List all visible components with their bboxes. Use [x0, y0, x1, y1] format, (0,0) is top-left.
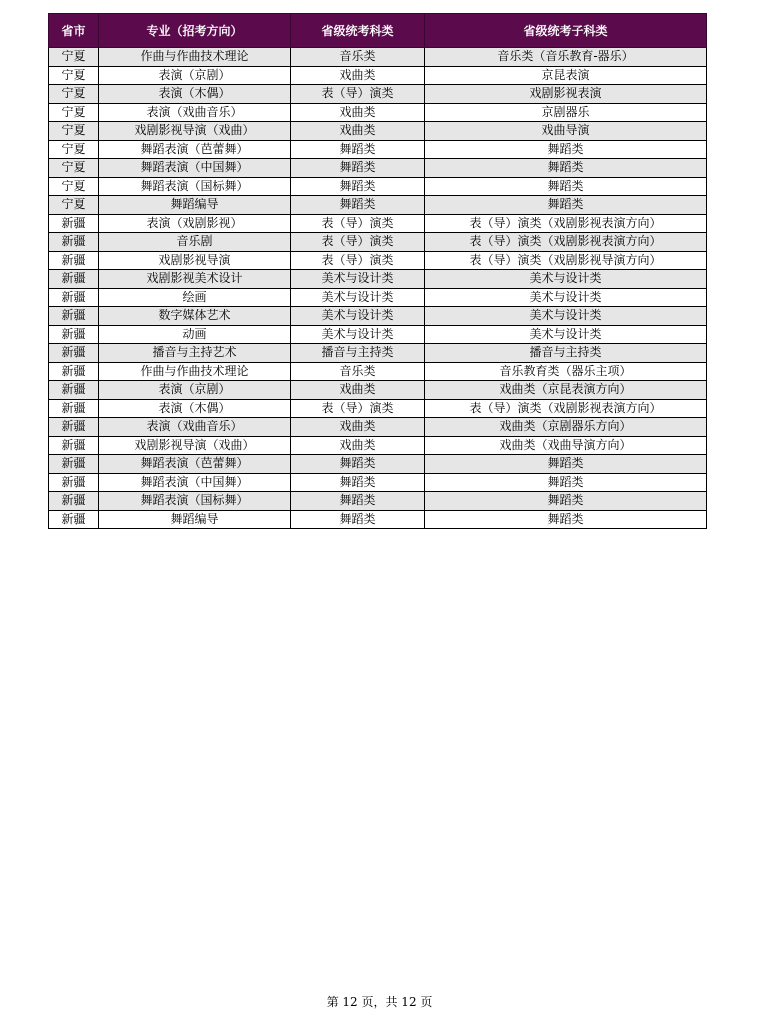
- cell-province: 新疆: [49, 473, 99, 492]
- header-major: 专业（招考方向）: [99, 14, 291, 48]
- table-row: [49, 344, 707, 363]
- table-row: [49, 122, 707, 141]
- table-row: [49, 381, 707, 400]
- cell-major: 表演（戏曲音乐）: [99, 418, 291, 437]
- cell-exam-category: 表（导）演类: [291, 214, 425, 233]
- table-row: [49, 492, 707, 511]
- table-row: [49, 66, 707, 85]
- table-body: [49, 48, 707, 529]
- header-province: 省市: [49, 14, 99, 48]
- table-row: [49, 362, 707, 381]
- cell-major: 表演（木偶）: [99, 85, 291, 104]
- cell-province: 新疆: [49, 251, 99, 270]
- cell-exam-subcategory: 播音与主持类: [425, 344, 707, 363]
- table-row: [49, 325, 707, 344]
- header-exam-category: 省级统考科类: [291, 14, 425, 48]
- admissions-table: [48, 13, 707, 529]
- cell-exam-subcategory: 美术与设计类: [425, 325, 707, 344]
- header-row: [49, 14, 707, 48]
- cell-major: 音乐剧: [99, 233, 291, 252]
- table-row: [49, 103, 707, 122]
- cell-major: 舞蹈表演（国标舞）: [99, 177, 291, 196]
- cell-exam-subcategory: 舞蹈类: [425, 492, 707, 511]
- table-row: [49, 159, 707, 178]
- cell-exam-category: 美术与设计类: [291, 307, 425, 326]
- cell-province: 新疆: [49, 214, 99, 233]
- cell-province: 宁夏: [49, 103, 99, 122]
- cell-province: 新疆: [49, 510, 99, 529]
- cell-major: 作曲与作曲技术理论: [99, 48, 291, 67]
- cell-exam-category: 舞蹈类: [291, 473, 425, 492]
- cell-province: 新疆: [49, 492, 99, 511]
- cell-province: 宁夏: [49, 159, 99, 178]
- table-row: [49, 140, 707, 159]
- table-row: [49, 473, 707, 492]
- cell-exam-category: 舞蹈类: [291, 492, 425, 511]
- table-row: [49, 455, 707, 474]
- cell-exam-category: 戏曲类: [291, 381, 425, 400]
- cell-major: 戏剧影视导演（戏曲）: [99, 436, 291, 455]
- table-row: [49, 270, 707, 289]
- cell-major: 表演（戏曲音乐）: [99, 103, 291, 122]
- table-row: [49, 307, 707, 326]
- cell-province: 宁夏: [49, 177, 99, 196]
- table-row: [49, 214, 707, 233]
- cell-major: 绘画: [99, 288, 291, 307]
- cell-exam-category: 舞蹈类: [291, 196, 425, 215]
- cell-province: 宁夏: [49, 122, 99, 141]
- cell-major: 舞蹈表演（芭蕾舞）: [99, 455, 291, 474]
- cell-major: 舞蹈表演（国标舞）: [99, 492, 291, 511]
- cell-exam-category: 戏曲类: [291, 103, 425, 122]
- cell-exam-category: 戏曲类: [291, 418, 425, 437]
- cell-province: 宁夏: [49, 66, 99, 85]
- cell-exam-subcategory: 戏剧影视表演: [425, 85, 707, 104]
- cell-province: 新疆: [49, 381, 99, 400]
- cell-exam-category: 表（导）演类: [291, 233, 425, 252]
- header-exam-subcategory: 省级统考子科类: [425, 14, 707, 48]
- cell-exam-category: 音乐类: [291, 362, 425, 381]
- cell-province: 新疆: [49, 362, 99, 381]
- table-row: [49, 196, 707, 215]
- cell-exam-category: 舞蹈类: [291, 510, 425, 529]
- table-row: [49, 288, 707, 307]
- cell-exam-subcategory: 舞蹈类: [425, 196, 707, 215]
- cell-major: 动画: [99, 325, 291, 344]
- cell-exam-category: 舞蹈类: [291, 455, 425, 474]
- cell-province: 新疆: [49, 418, 99, 437]
- cell-exam-subcategory: 京剧器乐: [425, 103, 707, 122]
- cell-major: 戏剧影视导演: [99, 251, 291, 270]
- cell-exam-category: 戏曲类: [291, 436, 425, 455]
- cell-exam-category: 播音与主持类: [291, 344, 425, 363]
- cell-exam-subcategory: 音乐类（音乐教育-器乐）: [425, 48, 707, 67]
- cell-province: 新疆: [49, 233, 99, 252]
- cell-exam-subcategory: 舞蹈类: [425, 159, 707, 178]
- cell-exam-subcategory: 舞蹈类: [425, 455, 707, 474]
- cell-province: 新疆: [49, 288, 99, 307]
- cell-exam-subcategory: 美术与设计类: [425, 288, 707, 307]
- table-row: [49, 436, 707, 455]
- table-row: [49, 85, 707, 104]
- cell-exam-subcategory: 美术与设计类: [425, 307, 707, 326]
- cell-major: 表演（京剧）: [99, 66, 291, 85]
- cell-exam-category: 舞蹈类: [291, 177, 425, 196]
- cell-exam-subcategory: 表（导）演类（戏剧影视表演方向）: [425, 233, 707, 252]
- cell-major: 舞蹈表演（芭蕾舞）: [99, 140, 291, 159]
- cell-province: 新疆: [49, 455, 99, 474]
- cell-major: 表演（木偶）: [99, 399, 291, 418]
- cell-exam-category: 美术与设计类: [291, 270, 425, 289]
- table-row: [49, 399, 707, 418]
- cell-province: 宁夏: [49, 85, 99, 104]
- cell-exam-subcategory: 戏曲类（戏曲导演方向）: [425, 436, 707, 455]
- cell-province: 新疆: [49, 325, 99, 344]
- cell-province: 新疆: [49, 436, 99, 455]
- cell-exam-subcategory: 舞蹈类: [425, 177, 707, 196]
- cell-province: 新疆: [49, 270, 99, 289]
- table-row: [49, 510, 707, 529]
- cell-major: 表演（戏剧影视）: [99, 214, 291, 233]
- cell-major: 戏剧影视导演（戏曲）: [99, 122, 291, 141]
- cell-exam-subcategory: 舞蹈类: [425, 473, 707, 492]
- cell-major: 戏剧影视美术设计: [99, 270, 291, 289]
- cell-major: 播音与主持艺术: [99, 344, 291, 363]
- table-header: [49, 14, 707, 48]
- cell-exam-subcategory: 京昆表演: [425, 66, 707, 85]
- cell-exam-category: 戏曲类: [291, 66, 425, 85]
- cell-exam-category: 表（导）演类: [291, 85, 425, 104]
- table-row: [49, 233, 707, 252]
- cell-province: 新疆: [49, 307, 99, 326]
- cell-exam-category: 音乐类: [291, 48, 425, 67]
- table-row: [49, 251, 707, 270]
- cell-exam-subcategory: 表（导）演类（戏剧影视表演方向）: [425, 214, 707, 233]
- page-number: 第 12 页，共 12 页: [326, 995, 433, 1009]
- cell-exam-category: 美术与设计类: [291, 325, 425, 344]
- cell-province: 新疆: [49, 399, 99, 418]
- cell-exam-subcategory: 戏曲类（京剧器乐方向）: [425, 418, 707, 437]
- cell-major: 舞蹈编导: [99, 510, 291, 529]
- cell-exam-subcategory: 表（导）演类（戏剧影视表演方向）: [425, 399, 707, 418]
- table-row: [49, 418, 707, 437]
- cell-province: 宁夏: [49, 196, 99, 215]
- cell-exam-subcategory: 表（导）演类（戏剧影视导演方向）: [425, 251, 707, 270]
- cell-exam-subcategory: 舞蹈类: [425, 510, 707, 529]
- cell-province: 宁夏: [49, 140, 99, 159]
- table-row: [49, 48, 707, 67]
- cell-exam-category: 美术与设计类: [291, 288, 425, 307]
- cell-province: 新疆: [49, 344, 99, 363]
- cell-major: 作曲与作曲技术理论: [99, 362, 291, 381]
- cell-major: 舞蹈编导: [99, 196, 291, 215]
- cell-exam-category: 戏曲类: [291, 122, 425, 141]
- cell-exam-category: 表（导）演类: [291, 251, 425, 270]
- cell-province: 宁夏: [49, 48, 99, 67]
- cell-exam-category: 表（导）演类: [291, 399, 425, 418]
- cell-exam-subcategory: 美术与设计类: [425, 270, 707, 289]
- cell-exam-subcategory: 戏曲类（京昆表演方向）: [425, 381, 707, 400]
- table-row: [49, 177, 707, 196]
- cell-major: 表演（京剧）: [99, 381, 291, 400]
- cell-major: 舞蹈表演（中国舞）: [99, 473, 291, 492]
- cell-exam-category: 舞蹈类: [291, 159, 425, 178]
- cell-exam-subcategory: 音乐教育类（器乐主项）: [425, 362, 707, 381]
- cell-major: 舞蹈表演（中国舞）: [99, 159, 291, 178]
- cell-major: 数字媒体艺术: [99, 307, 291, 326]
- cell-exam-subcategory: 戏曲导演: [425, 122, 707, 141]
- cell-exam-category: 舞蹈类: [291, 140, 425, 159]
- cell-exam-subcategory: 舞蹈类: [425, 140, 707, 159]
